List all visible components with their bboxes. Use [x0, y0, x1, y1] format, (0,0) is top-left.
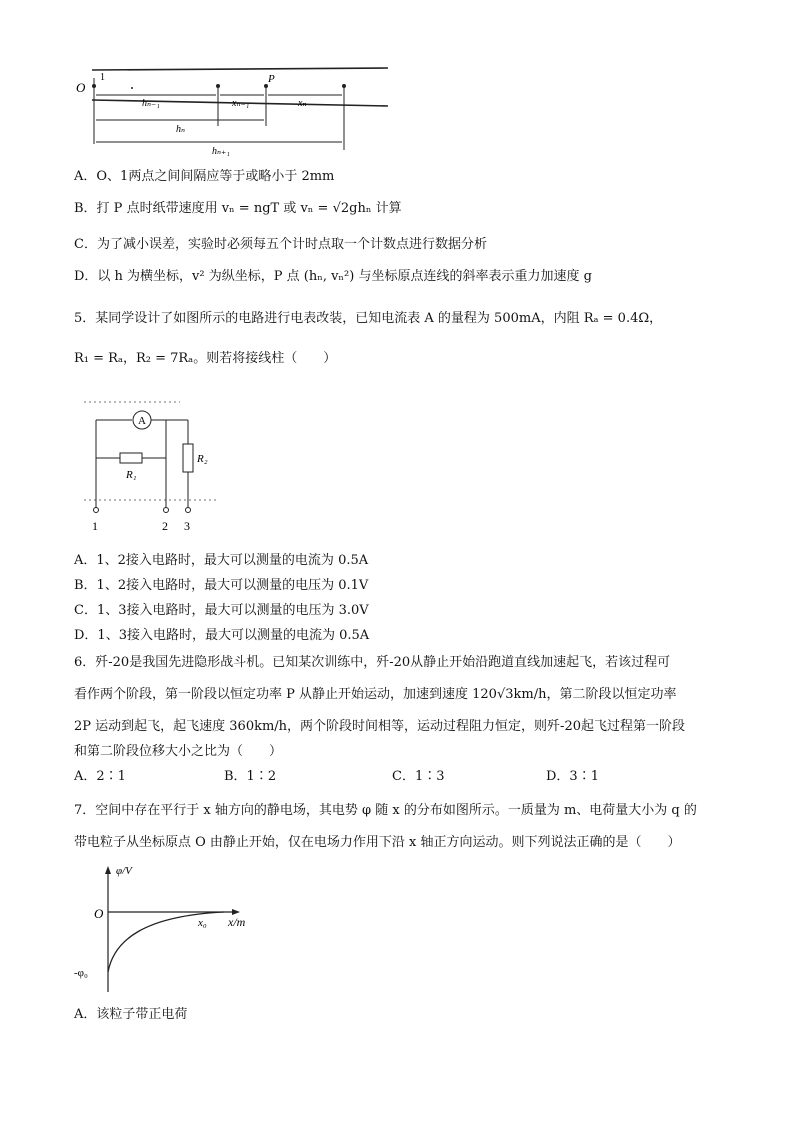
q5-option-d: D．1、3接入电路时，最大可以测量的电流为 0.5A	[74, 628, 370, 643]
y-axis-label: φ/V	[116, 865, 132, 877]
point-1-label: 1	[100, 72, 105, 83]
q5-stem-line1: 5．某同学设计了如图所示的电路进行电表改装，已知电流表 A 的量程为 500mA，内阻 Rₐ = 0.4Ω，	[74, 311, 663, 326]
circuit-figure	[80, 392, 225, 542]
q6-option-d: D．3∶1	[546, 769, 599, 784]
paper-tape-figure	[72, 62, 392, 162]
q5-option-c: C．1、3接入电路时，最大可以测量的电压为 3.0V	[74, 603, 369, 618]
q6-stem-line2: 看作两个阶段，第一阶段以恒定功率 P 从静止开始运动，加速到速度 120√3km/h，第二阶段以恒定功率	[74, 687, 677, 702]
q5-stem-line2: R₁ = Rₐ，R₂ = 7Rₐ。则若将接线柱（ ）	[74, 351, 337, 366]
q6-option-b: B．1∶2	[224, 769, 277, 784]
point-O-label: O	[76, 80, 86, 95]
x0-label: x₀	[198, 917, 207, 929]
q4-option-a: A．O、1两点之间间隔应等于或略小于 2mm	[74, 169, 335, 184]
q6-stem-line3: 2P 运动到起飞，起飞速度 360km/h，两个阶段时间相等，运动过程阻力恒定，则歼-20起飞过程第一阶段	[74, 719, 685, 734]
terminal-1-label: 1	[92, 519, 98, 533]
resistor-r1	[120, 453, 142, 463]
h-n-label: hₙ	[176, 124, 186, 135]
q6-stem-line4: 和第二阶段位移大小之比为（ ）	[74, 744, 283, 759]
phi0-label: -φ₀	[74, 967, 88, 979]
q4-option-d: D．以 h 为横坐标，v² 为纵坐标，P 点 (hₙ, vₙ²) 与坐标原点连线的斜率表示重力加速度 g	[74, 269, 592, 284]
terminal-2-label: 2	[162, 519, 168, 533]
x-n-minus-1-label: xₙ₋₁	[232, 98, 250, 109]
q5-option-a: A．1、2接入电路时，最大可以测量的电流为 0.5A	[74, 553, 369, 568]
point-P-label: P	[268, 73, 275, 85]
r1-label: R₁	[126, 469, 137, 481]
q6-option-c: C．1∶3	[392, 769, 445, 784]
q7-stem-line2: 带电粒子从坐标原点 O 由静止开始，仅在电场力作用下沿 x 轴正方向运动。则下列说法正确的是（ ）	[74, 835, 681, 850]
q6-stem-line1: 6．歼-20是我国先进隐形战斗机。已知某次训练中，歼-20从静止开始沿跑道直线加速起飞，若该过程可	[74, 655, 671, 670]
q7-stem-line1: 7．空间中存在平行于 x 轴方向的静电场，其电势 φ 随 x 的分布如图所示。一质量为 m、电荷量大小为 q 的	[74, 803, 697, 818]
h-n-minus-1-label: hₙ₋₁	[142, 98, 160, 109]
ammeter-label: A	[138, 415, 146, 427]
q4-option-b: B．打 P 点时纸带速度用 vₙ = ngT 或 vₙ = √2ghₙ 计算	[74, 201, 402, 216]
x-axis-label: x/m	[228, 915, 246, 929]
q6-option-a: A．2∶1	[74, 769, 126, 784]
q5-option-b: B．1、2接入电路时，最大可以测量的电压为 0.1V	[74, 578, 369, 593]
terminal-3-label: 3	[184, 519, 190, 533]
x-n-label: xₙ	[298, 98, 307, 109]
q4-option-c: C．为了减小误差，实验时必须每五个计时点取一个计数点进行数据分析	[74, 237, 487, 252]
r2-label: R₂	[197, 453, 208, 465]
h-n-plus-1-label: hₙ₊₁	[212, 146, 230, 157]
potential-graph	[74, 860, 274, 1000]
tape-top-edge	[92, 68, 388, 70]
origin-label: O	[94, 906, 104, 921]
resistor-r2	[183, 444, 193, 472]
q7-option-a: A．该粒子带正电荷	[74, 1007, 188, 1022]
